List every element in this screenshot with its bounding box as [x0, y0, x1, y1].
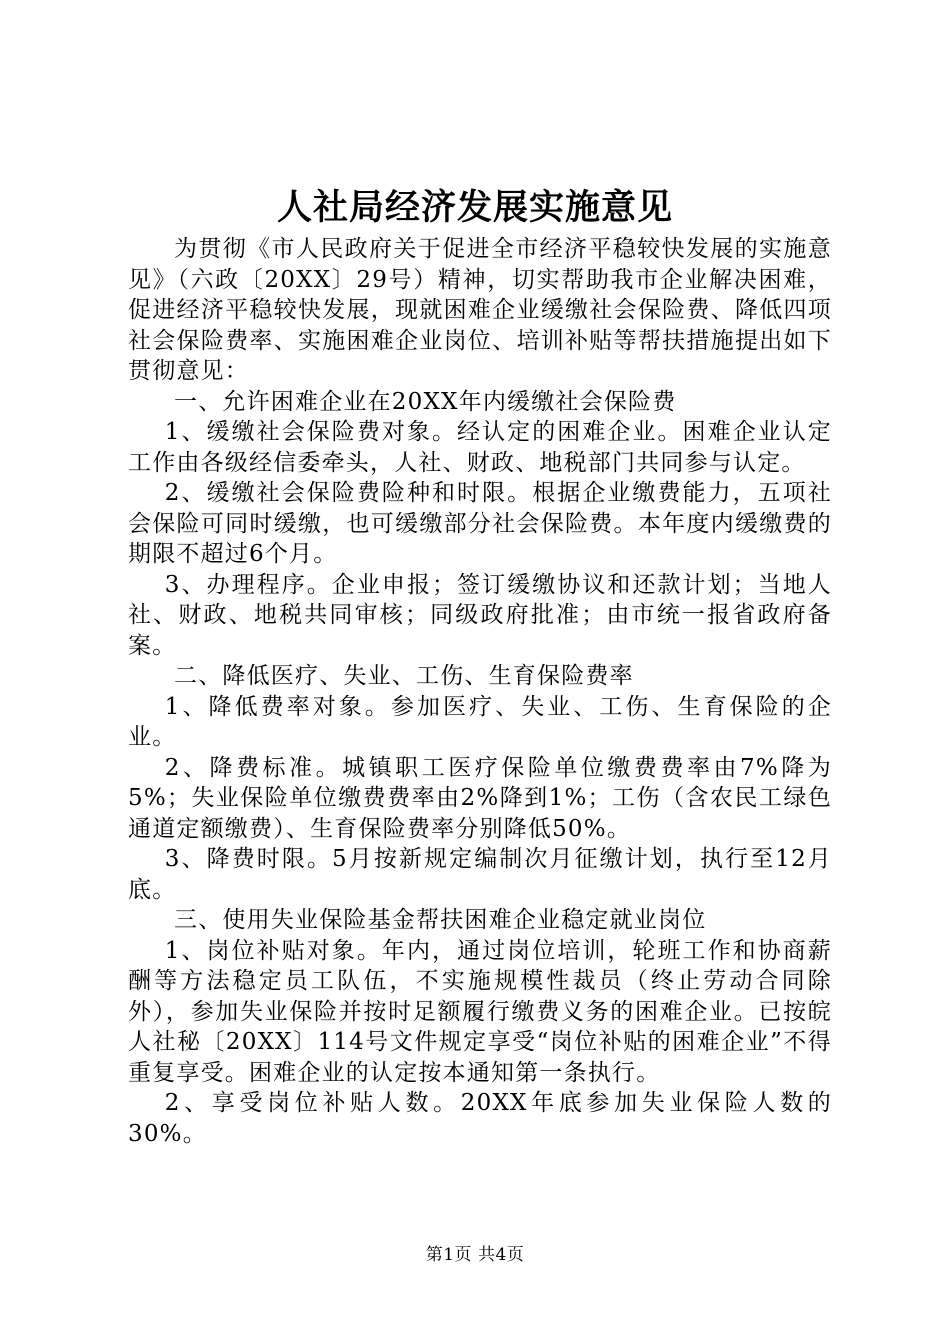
- paragraph-1-2: 2、缓缴社会保险费险种和时限。根据企业缴费能力，五项社会保险可同时缓缴，也可缓缴部分社会保险费。本年度内缓缴费的期限不超过6个月。: [128, 480, 832, 567]
- paragraph-2-2: 2、降费标准。城镇职工医疗保险单位缴费费率由7%降为5%；失业保险单位缴费费率由2%降到1%；工伤（含农民工绿色通道定额缴费）、生育保险费率分别降低50%。: [128, 754, 832, 842]
- section-heading-3: 三、使用失业保险基金帮扶困难企业稳定就业岗位: [174, 907, 707, 933]
- section-heading-1: 一、允许困难企业在20XX年内缓缴社会保险费: [174, 388, 677, 415]
- paragraph-3-1: 1、岗位补贴对象。年内，通过岗位培训，轮班工作和协商薪酬等方法稳定员工队伍，不实施规模性裁员（终止劳动合同除外），参加失业保险并按时足额履行缴费义务的困难企业。已按皖人社秘〔20XX〕114号文件规定享受“岗位补贴的困难企业”不得重复享受。困难企业的认定按本通知第一条执行。: [128, 937, 832, 1086]
- paragraph-1-1: 1、缓缴社会保险费对象。经认定的困难企业。困难企业认定工作由各级经信委牵头，人社、财政、地税部门共同参与认定。: [128, 419, 832, 476]
- paragraph-3-2: 2、享受岗位补贴人数。20XX年底参加失业保险人数的30%。: [128, 1090, 832, 1147]
- page-footer: 第1页 共4页: [425, 1245, 525, 1265]
- paragraph-2-3: 3、降费时限。5月按新规定编制次月征缴计划，执行至12月底。: [128, 846, 832, 903]
- document-title: 人社局经济发展实施意见: [276, 187, 673, 228]
- paragraph-2-1: 1、降低费率对象。参加医疗、失业、工伤、生育保险的企业。: [128, 693, 832, 750]
- document-body: [128, 234, 832, 1149]
- section-heading-2: 二、降低医疗、失业、工伤、生育保险费率: [174, 663, 634, 689]
- paragraph-intro: 为贯彻《市人民政府关于促进全市经济平稳较快发展的实施意见》（六政〔20XX〕29号）精神，切实帮助我市企业解决困难，促进经济平稳较快发展，现就困难企业缓缴社会保险费、降低四项社会保险费率、实施困难企业岗位、培训补贴等帮扶措施提出如下贯彻意见：: [128, 236, 832, 384]
- paragraph-1-3: 3、办理程序。企业申报；签订缓缴协议和还款计划；当地人社、财政、地税共同审核；同级政府批准；由市统一报省政府备案。: [128, 571, 832, 659]
